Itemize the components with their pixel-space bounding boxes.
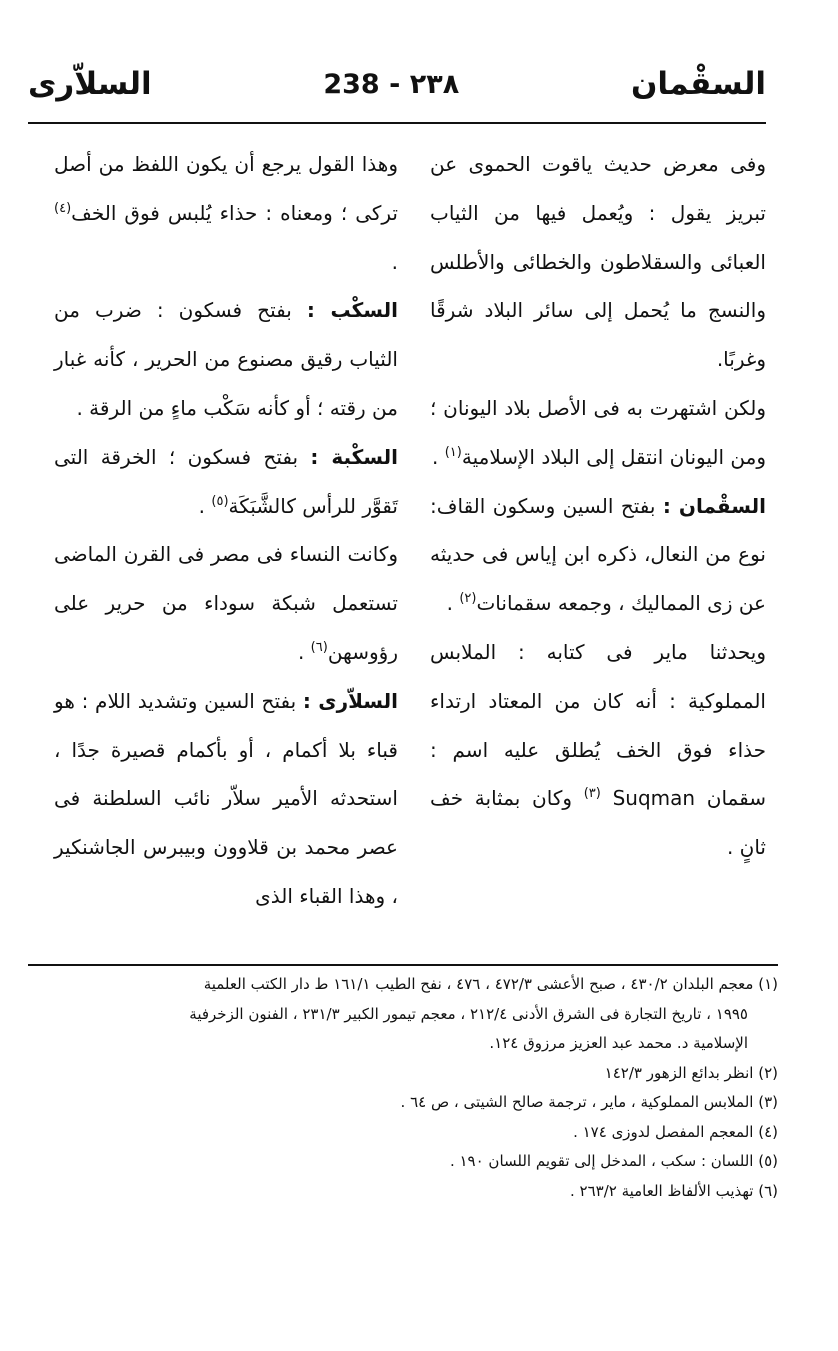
- footnotes: [54, 970, 778, 1206]
- page-number: [323, 69, 459, 100]
- header-rule: [28, 122, 766, 124]
- footnote-1: (١) معجم البلدان ٤٣٠/٢ ، صبح الأعشى ٤٧٢/٣ ، ٤٧٦ ، نفح الطيب ١٦١/١ ط دار الكتب العلمية: [203, 975, 778, 993]
- page-number-latin: 238: [323, 68, 380, 100]
- header-last-word: السلاّرى: [28, 66, 152, 102]
- entry-headword: السكْب :: [306, 298, 399, 323]
- footnote-ref: (٢): [459, 591, 477, 607]
- page-header: [28, 52, 766, 116]
- footnote-ref: (٤): [54, 200, 72, 216]
- paragraph: السقْمان : بفتح السين وسكون القاف: نوع من النعال، ذكره ابن إياس فى حديثه عن زى المماليك ، وجمعه سقمانات$^{(٢)}$ .: [430, 493, 766, 616]
- entry-headword: السكْبة :: [310, 444, 398, 469]
- footnote-ref: (٥): [211, 493, 229, 509]
- paragraph: وفى معرض حديث ياقوت الحموى عن تبريز يقول : ويُعمل فيها من الثياب العبائى والسقلاطون والخطائى والأطلس والنسج ما يُحمل إلى سائر البلاد شرقًا وغربًا.: [430, 152, 766, 372]
- paragraph: السكْبة : بفتح فسكون ؛ الخرقة التى تَقوَّر للرأس كالشَّبَكَة$^{(٥)}$ .: [54, 444, 398, 518]
- right-column: [430, 140, 766, 872]
- footnote-1-continued: ١٩٩٥ ، تاريخ التجارة فى الشرق الأدنى ٢١٢/٤ ، معجم تيمور الكبير ٢٣١/٣ ، الفنون الزخرفية: [189, 1004, 748, 1023]
- footnote-6: (٦) تهذيب الألفاظ العامية ٢٦٣/٢ .: [569, 1181, 778, 1200]
- footnote-3: (٣) الملابس المملوكية ، ماير ، ترجمة صالح الشيتى ، ص ٦٤ .: [400, 1093, 778, 1111]
- footnote-2: (٢) انظر بدائع الزهور ١٤٢/٣: [604, 1063, 778, 1082]
- paragraph: وهذا القول يرجع أن يكون اللفظ من أصل تركى ؛ ومعناه : حذاء يُلبس فوق الخف$^{(٤)}$ .: [54, 152, 398, 274]
- paragraph: وكانت النساء فى مصر فى القرن الماضى تستعمل شبكة سوداء من حرير على رؤوسهن$^{(٦)}$ .: [54, 542, 398, 664]
- footnote-4: (٤) المعجم المفصل لدوزى ١٧٤ .: [573, 1122, 778, 1141]
- footnote-ref: (٦): [310, 639, 328, 655]
- paragraph: ويحدثنا ماير فى كتابه : الملابس المملوكية : أنه كان من المعتاد ارتداء حذاء فوق الخف يُطلق عليه اسم : سقمان Suqman $^{(٣)}$ وكان بمثابة خف ثانٍ .: [430, 639, 766, 860]
- footnote-rule: [28, 964, 778, 966]
- page-number-dash: -: [389, 68, 401, 100]
- page-number-arabic: ٢٣٨: [409, 68, 460, 100]
- paragraph: السلاّرى : بفتح السين وتشديد اللام : هو قباء بلا أكمام ، أو بأكمام قصيرة جدًا ، استحدثه الأمير سلاّر نائب السلطنة فى عصر محمد بن قلاوون وبيبرس الجاشنكير ، وهذا القباء الذى: [54, 688, 398, 908]
- entry-headword: السقْمان :: [662, 493, 766, 518]
- footnote-5: (٥) اللسان : سكب ، المدخل إلى تقويم اللسان ١٩٠ .: [449, 1152, 778, 1170]
- paragraph: السكْب : بفتح فسكون : ضرب من الثياب رقيق مصنوع من الحرير ، كأنه غبار من رقته ؛ أو كأنه سَكْب ماءٍ من الرقة .: [54, 298, 399, 420]
- header-entry-word: السقْمان: [630, 66, 766, 102]
- footnote-1-continued: الإسلامية د. محمد عبد العزيز مرزوق ١٢٤.: [489, 1034, 748, 1052]
- paragraph: ولكن اشتهرت به فى الأصل بلاد اليونان ؛ ومن اليونان انتقل إلى البلاد الإسلامية$^{(١)}$ .: [430, 395, 766, 469]
- entry-headword: السلاّرى :: [302, 688, 398, 713]
- footnote-ref: (١): [444, 444, 462, 460]
- footnote-ref: (٣): [583, 786, 601, 802]
- left-column: [54, 140, 398, 921]
